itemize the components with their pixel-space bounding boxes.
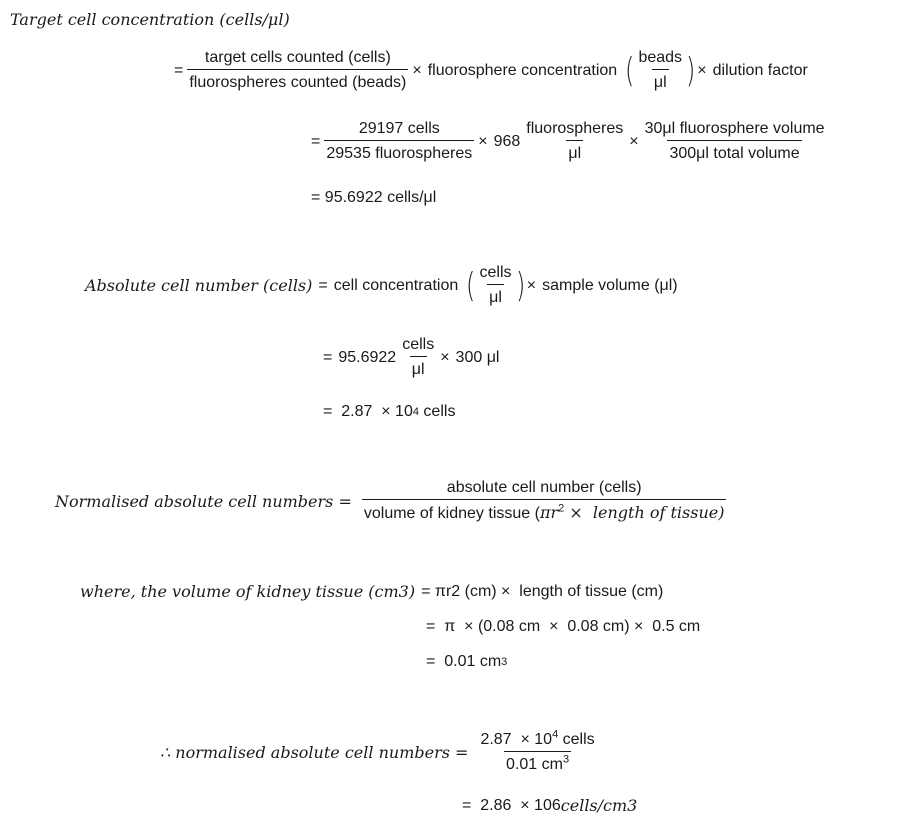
normalised-cell-number-equation: Normalised absolute cell numbers = $\frac{\text{absolute cell number (cells)}}{volume of kidney tissue (\pi r^2 \times length of tissue)}$	[55, 479, 725, 522]
fraction-cells-per-ul: $\frac{\text{cells}}{\mu l}$	[479, 264, 512, 306]
absolute-cell-number-numeric: = 95.6922 $\frac{\text{cells}}{\mu l}$ × 300 μl	[323, 336, 500, 378]
kidney-volume-definition: where, the volume of kidney tissue (cm 3 ) = πr 2 (cm) × length of tissue (cm)	[80, 581, 664, 601]
fraction-cells-over-beads: $\frac{\text{target cells counted (cells)}}{\text{fluorospheres counted (beads)}}$	[189, 49, 407, 91]
normalised-cell-number-numeric: ∴ normalised absolute cell numbers = $\frac{2.87 \times 10^4 cells}{0.01 cm^3}$	[160, 728, 595, 773]
fraction-volume-ratio: $\frac{\text{30μl fluorosphere volume}}{\text{300μl total volume}}$	[644, 120, 825, 162]
fraction-beads-per-ul: $\frac{\text{beads}}{\mu l}$	[638, 49, 683, 91]
absolute-cell-number-result: = 2.87 × 10 4 cells	[323, 403, 456, 420]
kidney-volume-result: = 0.01 cm 3	[426, 653, 508, 670]
equation-formula-general: = $\frac{\text{target cells counted (cells)}}{\text{fluorospheres counted (beads)}}$ × fluorosphere concentration ( $\frac{\text{beads}}{\mu l}$ ) × dilution factor	[174, 49, 808, 91]
fraction-normalised-numeric: $\frac{2.87 \times 10^4 cells}{0.01 cm^3}$	[480, 728, 595, 773]
concentration-result: = 95.6922 cells/μl	[311, 189, 437, 206]
target-concentration-heading: Target cell concentration (cells/μl)	[10, 10, 290, 29]
absolute-cell-number-equation: Absolute cell number (cells) = cell concentration ( $\frac{\text{cells}}{\mu l}$ ) × sample volume (μl)	[85, 264, 678, 306]
fraction-fluorospheres-per-ul: $\frac{\text{fluorospheres}}{\mu l}$	[526, 120, 624, 162]
normalised-cell-number-result: = 2.86 × 10 6 cells/cm 3	[462, 795, 638, 815]
kidney-volume-numeric: = π × (0.08 cm × 0.08 cm) × 0.5 cm	[426, 618, 701, 635]
fraction-normalised: $\frac{\text{absolute cell number (cells)}}{volume of kidney tissue (\pi r^2 \times length of tissue)}$	[363, 479, 725, 522]
fraction-cells-per-ul-2: $\frac{\text{cells}}{\mu l}$	[402, 336, 435, 378]
equation-formula-numeric: = $\frac{\text{29197 cells}}{\text{29535 fluorospheres}}$ × 968 $\frac{\text{fluorospheres}}{\mu l}$ × $\frac{\text{30μl fluorosphere volume}}{\text{300μl total volume}}$	[311, 120, 825, 162]
fraction-counted: $\frac{\text{29197 cells}}{\text{29535 fluorospheres}}$	[326, 120, 473, 162]
